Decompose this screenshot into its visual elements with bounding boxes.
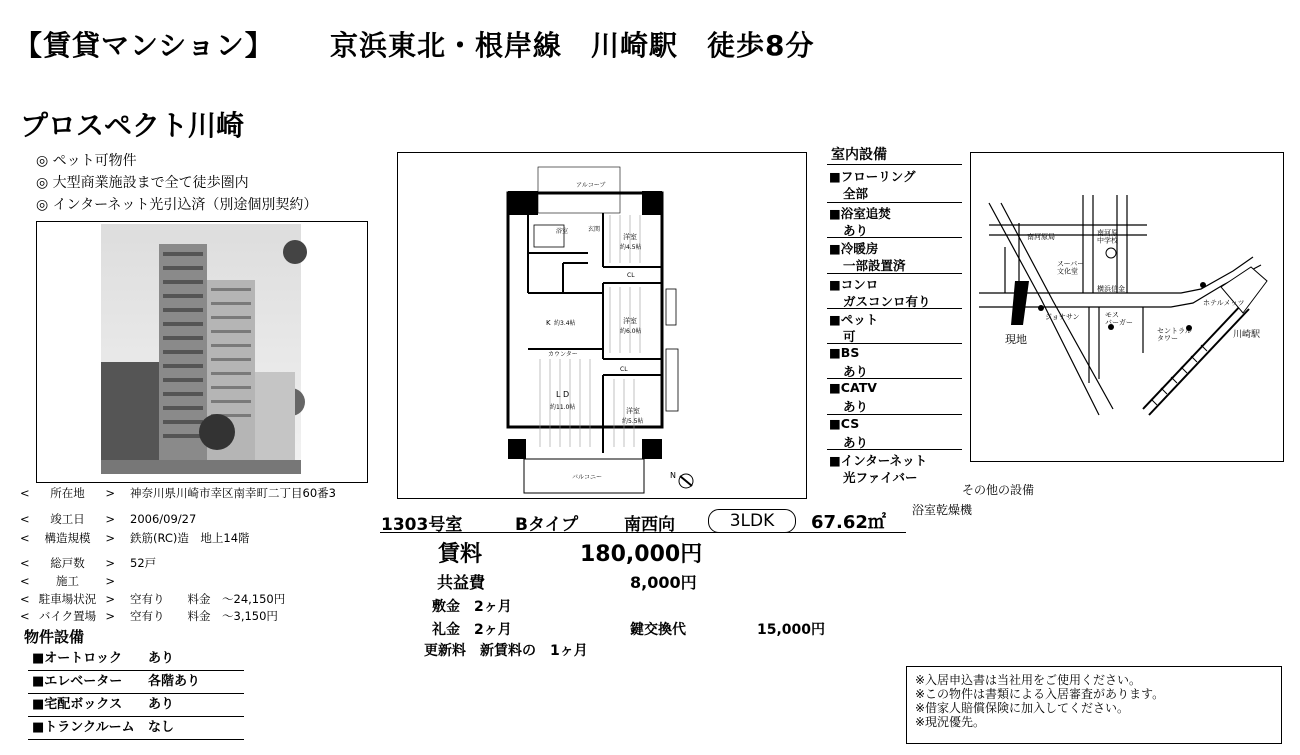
key-money: 礼金 2ヶ月 <box>432 622 512 638</box>
note-line: ※入居申込書は当社用をご使用ください。 <box>915 673 1142 687</box>
area-map <box>971 153 1283 461</box>
label-north: N <box>670 471 676 480</box>
label-western3-size: 約5.5帖 <box>622 418 644 425</box>
detail-value: 空有り 料金 ～24,150円 <box>130 592 286 606</box>
map-label-bank: 横浜信金 <box>1097 285 1125 293</box>
equipment-row <box>28 648 244 671</box>
rent-value: 180,000円 <box>580 542 703 567</box>
notes-box <box>906 666 1282 744</box>
label-entrance: 玄関 <box>588 226 601 233</box>
detail-value: 52戸 <box>130 556 157 570</box>
common-fee-value: 8,000円 <box>630 573 697 592</box>
equipment-row <box>28 671 244 694</box>
note-line: ※現況優先。 <box>915 715 986 729</box>
map-label-hotel: ホテルメッツ <box>1203 299 1245 307</box>
label-k: K <box>546 319 551 327</box>
detail-label: < 施工 > <box>20 573 115 589</box>
equipment-label: ■トランクルーム <box>32 720 135 735</box>
room-eq-label: ■フローリング <box>829 169 916 184</box>
equipment-row <box>28 694 244 717</box>
detail-value: 2006/09/27 <box>130 512 197 526</box>
room-equipment-panel <box>827 140 963 490</box>
feature-item: ◎ ペット可物件 <box>36 153 137 169</box>
equipment-value: あり <box>148 697 175 712</box>
other-equipment-value: 浴室乾燥機 <box>912 503 973 517</box>
unit-layout-badge: 3LDK <box>708 509 796 533</box>
category-title: 【賃貸マンション】 <box>14 29 274 62</box>
key-exchange-value: 15,000円 <box>757 622 826 638</box>
label-alcove: アルコーブ <box>576 182 606 189</box>
building-photo-frame <box>36 221 368 483</box>
map-label-super: スーパー文化堂 <box>1057 260 1085 276</box>
equipment-label: ■エレベーター <box>32 674 123 689</box>
room-eq-value: あり <box>843 435 869 450</box>
map-label-central: セントラルタワー <box>1157 327 1192 343</box>
room-eq-value: あり <box>843 399 869 414</box>
building-equipment-heading: 物件設備 <box>24 628 85 646</box>
label-western3: 洋室 <box>626 407 640 415</box>
label-western1: 洋室 <box>623 233 637 241</box>
map-label-school: 南河原中学校 <box>1097 229 1118 245</box>
label-cl2: CL <box>620 366 628 373</box>
unit-underline <box>380 532 906 533</box>
room-eq-value: 可 <box>843 329 856 344</box>
label-western2: 洋室 <box>623 317 637 325</box>
equipment-value: なし <box>148 720 175 735</box>
property-name: プロスペクト川崎 <box>20 109 245 142</box>
building-photo <box>37 222 367 482</box>
detail-label: < 所在地 > <box>20 485 115 501</box>
room-eq-label: ■BS <box>829 345 860 360</box>
equipment-value: あり <box>148 651 175 666</box>
feature-item: ◎ インターネット光引込済（別途個別契約） <box>36 197 318 213</box>
unit-direction: 南西向 <box>624 515 675 535</box>
room-eq-label: ■コンロ <box>829 277 879 292</box>
equipment-label: ■宅配ボックス <box>32 697 123 712</box>
note-line: ※この物件は書類による入居審査があります。 <box>915 687 1165 701</box>
room-eq-value: 全部 <box>843 186 869 201</box>
room-eq-label: ■インターネット <box>829 453 928 468</box>
label-bath: 浴室 <box>556 228 569 235</box>
key-exchange-label: 鍵交換代 <box>630 622 686 638</box>
label-western1-size: 約4.5帖 <box>620 244 642 251</box>
room-eq-label: ■ペット <box>829 312 879 327</box>
room-eq-value: 光ファイバー <box>843 470 918 485</box>
other-equipment-heading: その他の設備 <box>962 483 1035 497</box>
label-k-size: 約3.4帖 <box>554 320 576 327</box>
label-ld-size: 約11.0帖 <box>550 404 576 411</box>
equipment-row <box>28 717 244 740</box>
map-label-jonathan: ジョナサン <box>1045 313 1080 321</box>
common-fee-label: 共益費 <box>437 573 486 592</box>
map-label-mos: モスバーガー <box>1105 311 1133 327</box>
map-label-site: 現地 <box>1005 333 1027 346</box>
label-western2-size: 約6.0帖 <box>620 328 642 335</box>
label-cl1: CL <box>627 272 635 279</box>
equipment-label: ■オートロック <box>32 651 123 666</box>
room-eq-value: あり <box>843 364 869 379</box>
feature-list <box>36 150 317 216</box>
room-eq-value: ガスコンロ有り <box>843 294 931 309</box>
rent-label: 賃料 <box>438 542 483 567</box>
unit-room: 1303号室 <box>381 515 463 535</box>
detail-value: 神奈川県川崎市幸区南幸町二丁目60番3 <box>130 486 336 500</box>
map-label-station: 川崎駅 <box>1233 330 1261 340</box>
room-eq-label: ■CATV <box>829 380 877 395</box>
station-title: 京浜東北・根岸線 川崎駅 徒歩8分 <box>330 29 815 62</box>
detail-label: < 総戸数 > <box>20 555 115 571</box>
label-balcony: バルコニー <box>572 474 603 481</box>
detail-label: < 構造規模 > <box>20 530 115 546</box>
label-ld: L D <box>556 390 570 399</box>
detail-label: < 竣工日 > <box>20 511 115 527</box>
feature-item: ◎ 大型商業施設まで全て徒歩圏内 <box>36 175 249 191</box>
map-label-post: 南河原局 <box>1027 233 1055 241</box>
unit-area: 67.62㎡ <box>811 512 886 533</box>
unit-type: Bタイプ <box>515 515 579 535</box>
detail-value: 空有り 料金 ～3,150円 <box>130 609 278 623</box>
detail-label: < バイク置場 > <box>20 608 115 624</box>
map-frame <box>970 152 1284 462</box>
floorplan <box>398 153 806 498</box>
room-equipment-heading: 室内設備 <box>831 147 887 163</box>
note-line: ※借家人賠償保険に加入してください。 <box>915 701 1130 715</box>
equipment-value: 各階あり <box>148 674 201 689</box>
room-eq-label: ■冷暖房 <box>829 241 879 256</box>
compass-icon <box>670 471 693 488</box>
renewal-fee: 更新料 新賃料の 1ヶ月 <box>424 643 588 659</box>
room-eq-label: ■CS <box>829 416 860 431</box>
room-eq-value: あり <box>843 223 869 238</box>
room-eq-label: ■浴室追焚 <box>829 206 891 221</box>
detail-value: 鉄筋(RC)造 地上14階 <box>130 531 250 545</box>
floorplan-frame <box>397 152 807 499</box>
detail-label: < 駐車場状況 > <box>20 591 115 607</box>
room-eq-value: 一部設置済 <box>843 258 906 273</box>
site-marker <box>1011 281 1029 325</box>
label-counter: カウンター <box>548 351 578 358</box>
deposit: 敷金 2ヶ月 <box>432 599 512 615</box>
